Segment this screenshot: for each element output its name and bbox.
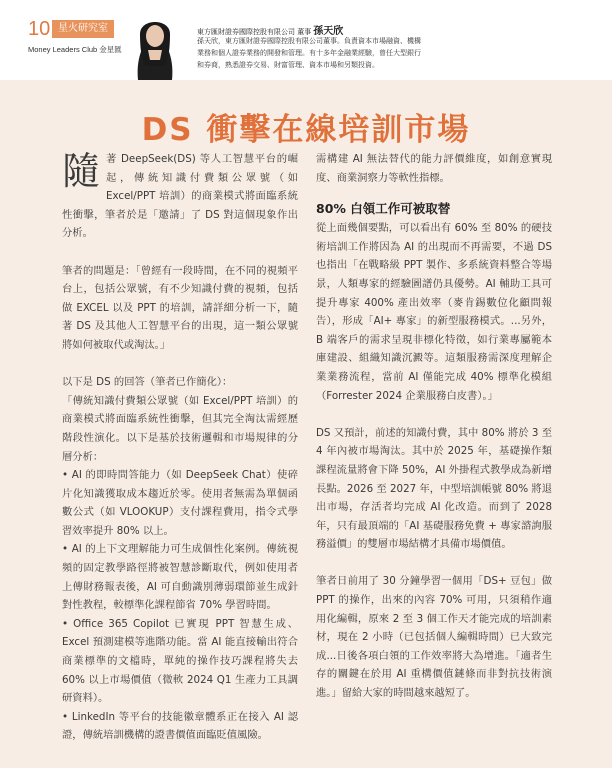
answer-paragraph: 「傳統知識付費類公眾號（如 Excel/PPT 培訓）的商業模式將面臨系統性衝擊，但其完全淘汰需經歷階段性演化。以下是基於技術邏輯和市場規律的分層分析： — [62, 394, 298, 463]
question-paragraph: 筆者的問題是：「曾經有一段時間，在不同的視頻平台上，包括公眾號，有不少知識付費的視頻，包括做 EXCEL 以及 PPT 的培訓，請詳細分析一下，隨著 DS 及其他人工智慧平台的出現，這一類公眾號將如何被取代或淘汰。」 — [62, 264, 298, 351]
magazine-header — [0, 0, 612, 80]
bullet-item: • Office 365 Copilot 已實現 PPT 智慧生成、Excel 預測建模等進階功能。當 AI 能直接輸出符合商業標準的文檔時，單純的操作技巧課程將失去 60% 以上市場價值（微軟 2024 Q1 生產力工具調研資料）。 — [62, 617, 298, 705]
bullet-item: • AI 的上下文理解能力可生成個性化案例。傳統視頻的固定教學路徑將被智慧診斷取代，例如使用者上傳財務報表後，AI 可自動識別薄弱環節並生成針對性教程，較標準化課程節省 70% 學習時間。 — [62, 543, 298, 612]
body-paragraph: 筆者日前用了 30 分鐘學習一個用「DS+ 豆包」做 PPT 的操作，出來的內容 70% 可用，只須稍作適用化編輯，原來 2 至 3 個工作天才能完成的培訓素材，現在 2 小時（已包括個人編輯時間）已大致完成...日後各項白領的工作效率將大為增進。「適者生存的關鍵在於用 AI 重構價值鏈條而非對抗技術演進。」留給大家的時間越來越短了。 — [316, 575, 552, 700]
answer-intro: 以下是 DS 的回答（筆者已作簡化）： — [62, 376, 233, 389]
intro-text: 著 DeepSeek(DS) 等人工智慧平台的崛起，傳統知識付費類公眾號（如 Excel/PPT 培訓）的商業模式將面臨系統性衝擊，筆者於是「邀請」了 DS 對這個現象作出分析。 — [62, 153, 298, 240]
section-heading: 80% 白領工作可被取替 — [316, 201, 451, 217]
left-column — [62, 150, 298, 745]
bullet-item: • LinkedIn 等平台的技能徽章體系正在接入 AI 認證，傳統培訓機構的證書價值面臨貶值風險。 — [62, 710, 298, 742]
drop-cap: 隨 — [62, 149, 101, 193]
club-line: Money Leaders Club 金星匯 — [28, 45, 122, 54]
intro-paragraph — [62, 150, 298, 243]
author-name: 孫天欣 — [313, 26, 344, 37]
right-column — [316, 150, 552, 703]
continued-paragraph: 需構建 AI 無法替代的能力評價維度，如創意實現度、商業洞察力等軟性指標。 — [316, 153, 552, 184]
article-title: DS 衝擊在線培訓市場 — [141, 112, 471, 148]
author-title: 東方匯財證券國際控股有限公司 董事 — [197, 28, 312, 36]
column-tag: 星火研究室 — [52, 20, 114, 38]
body-paragraph: DS 又預計，前述的知識付費，其中 80% 將於 3 至 4 年內被市場淘汰。其中於 2025 年，基礎操作類課程流量將會下降 50%，AI 外掛程式教學成為新增長點。2026 至 2027 年，中型培訓帳號 80% 將退出市場，存活者均完成 AI 化改造。而到了 2028 年，只有最頂端的「AI 基礎服務免費 + 專家諮詢服務溢價」的雙層市場結構才具備市場價值。 — [316, 426, 552, 551]
author-photo — [126, 10, 184, 80]
author-bio: 孫天欣，東方匯財證券國際控股有限公司董事。負責資本市場融資、機構業務和個人證券業務的開發和管理。有十多年金融業經驗，曾任大型銀行和券商，熟悉證券交易、財富管理、資本市場和另類投資。 — [197, 37, 421, 69]
page-number: 10 — [28, 18, 51, 40]
body-paragraph: 從上面幾個要點，可以看出有 60% 至 80% 的硬技術培訓工作將因為 AI 的出現而不再需要，不過 DS 也指出「在戰略級 PPT 製作、多系統資料整合等場景，人類專家的經驗圖譜仍具優勢。AI 輔助工具可提升專家 400% 產出效率（麥肯錫數位化顧問報告），形成「AI+ 專家」的新型服務模式。...另外，B 端客戶的需求呈現非標化特徵，如行業專屬範本庫建設、組織知識沉澱等。這類服務需深度理解企業業務流程，當前 AI 僅能完成 40% 標準化模組（Forrester 2024 企業服務白皮書）。」 — [316, 222, 552, 402]
bullet-item: • AI 的即時問答能力（如 DeepSeek Chat）使碎片化知識獲取成本趨近於零。使用者無需為單個函數公式（如 VLOOKUP）支付課程費用，指令式學習效率提升 80% 以上。 — [62, 469, 298, 537]
